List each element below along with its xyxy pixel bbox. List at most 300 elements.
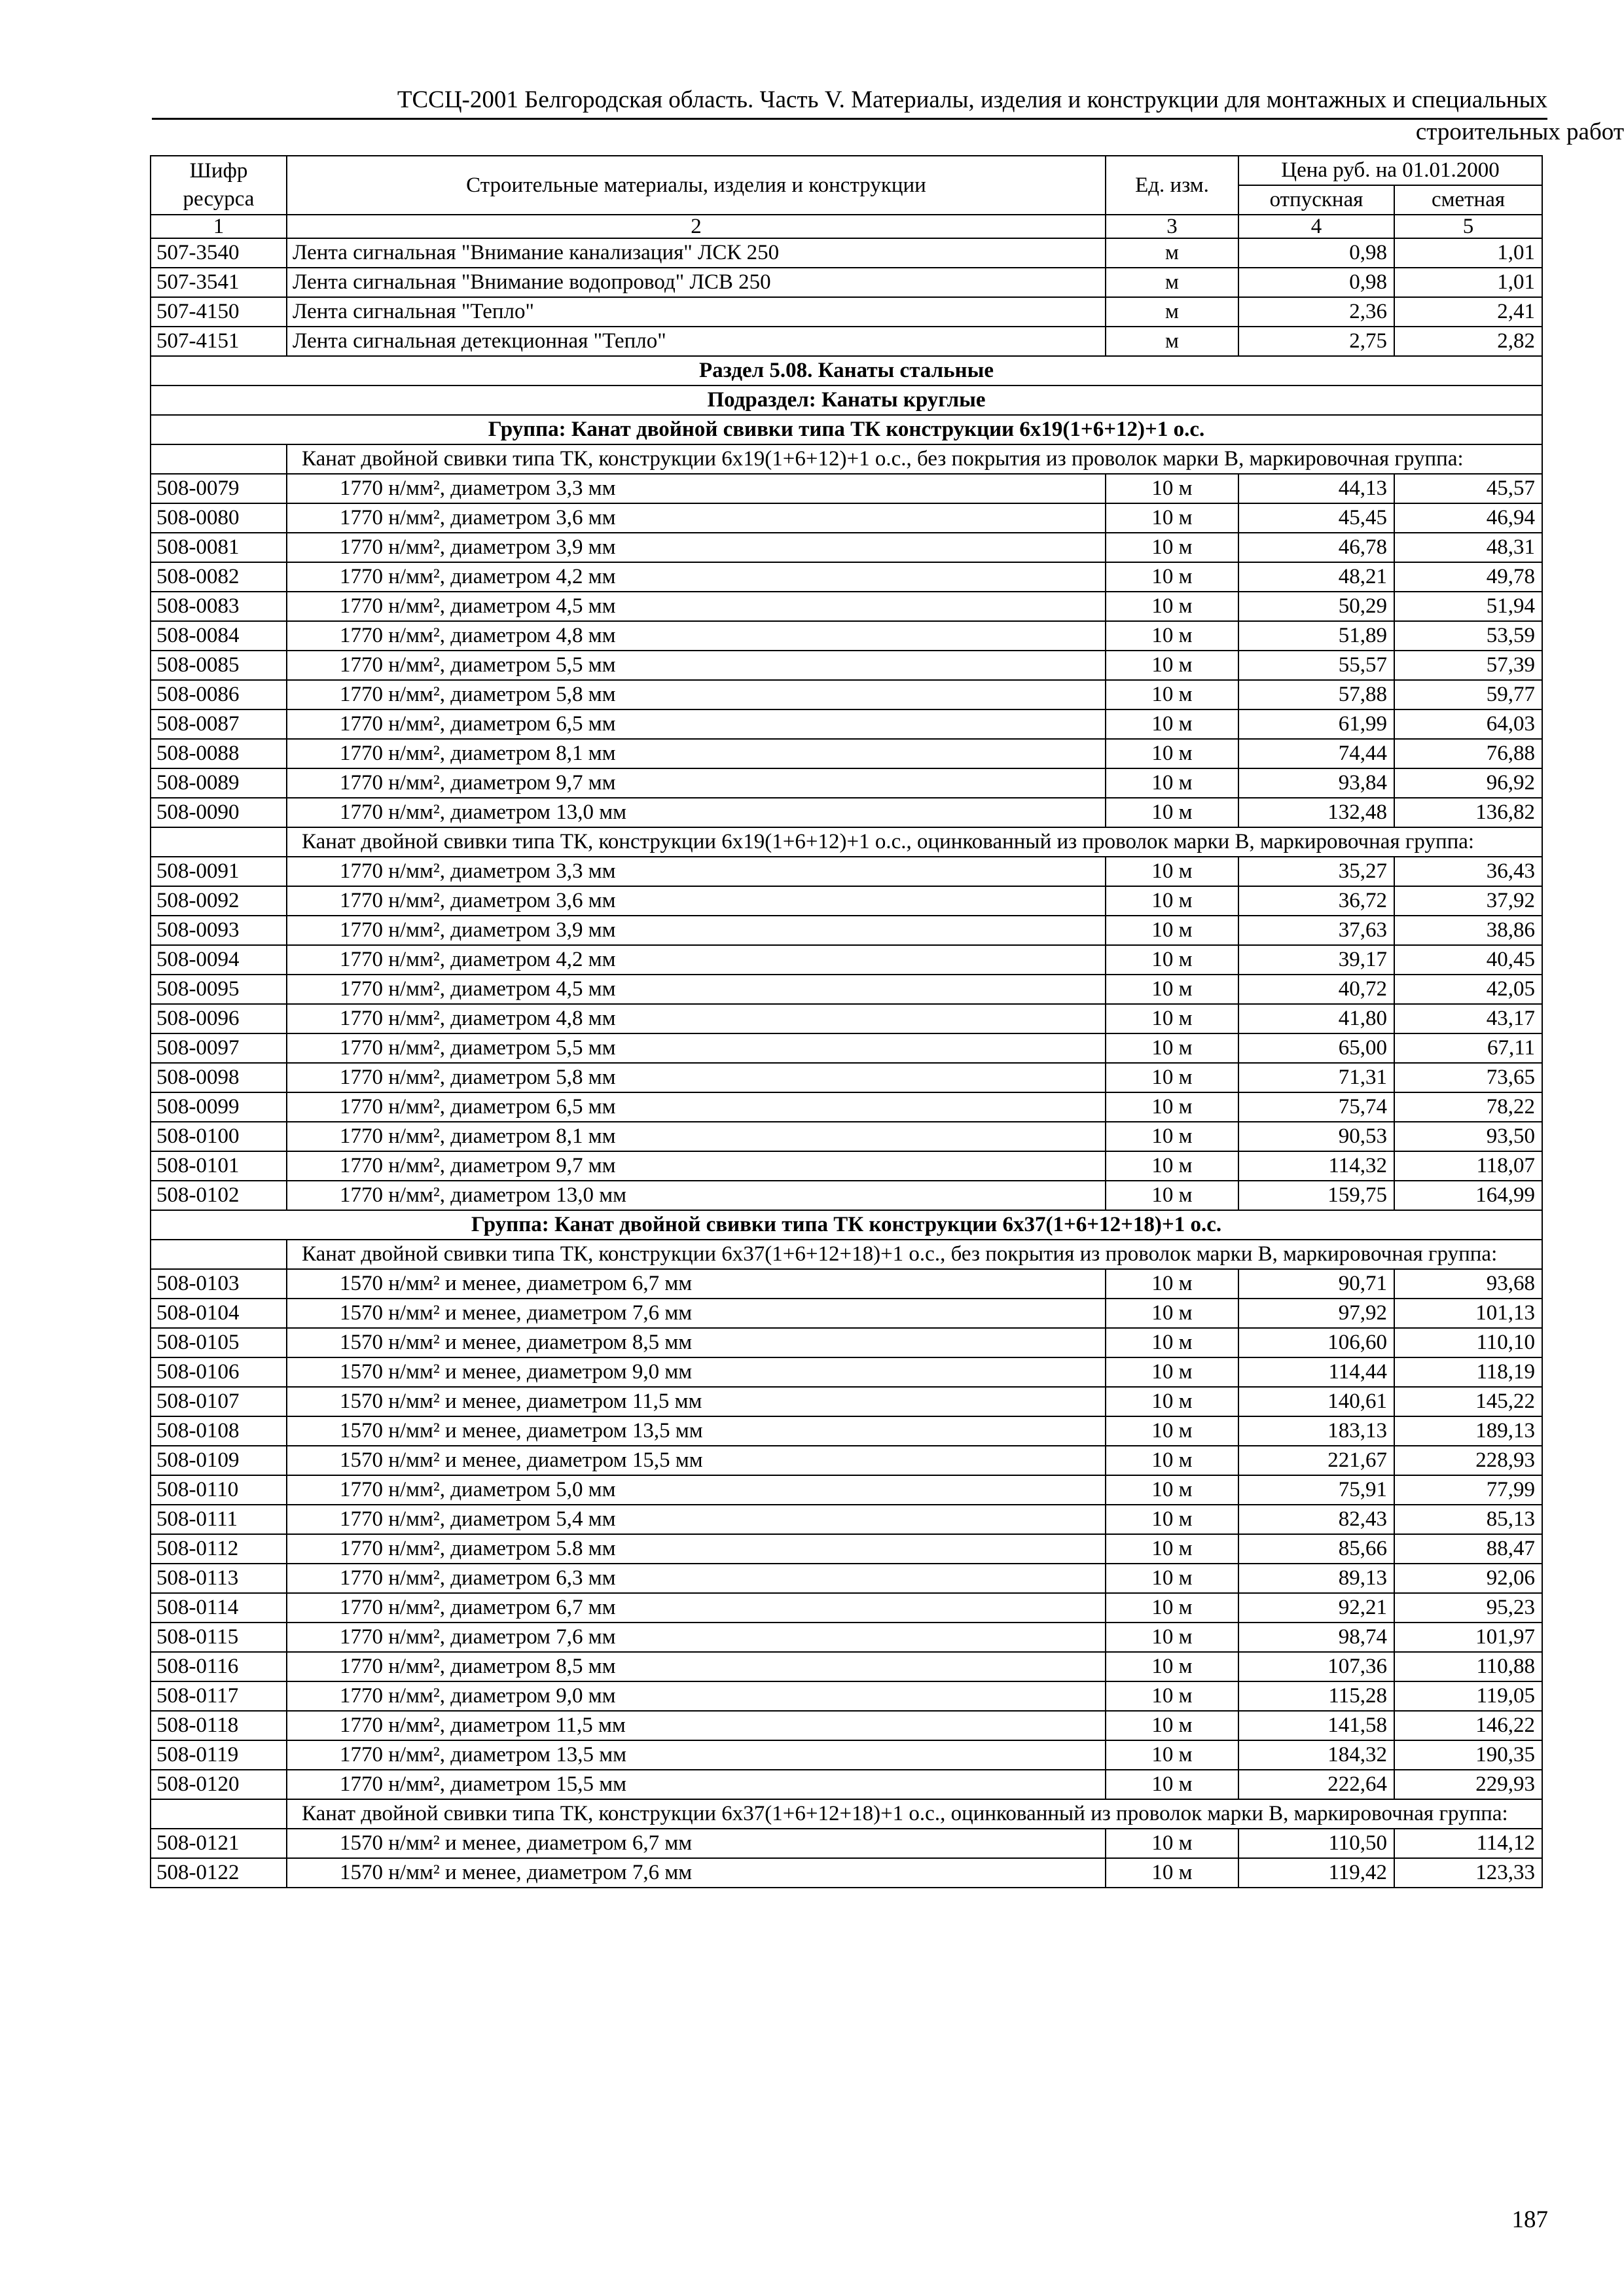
unit: 10 м [1106, 975, 1238, 1004]
price-estimate: 93,50 [1394, 1122, 1542, 1151]
price-estimate: 96,92 [1394, 768, 1542, 798]
material-name: Лента сигнальная детекционная "Тепло" [287, 327, 1106, 356]
resource-code: 508-0093 [151, 916, 287, 945]
price-release: 40,72 [1238, 975, 1394, 1004]
resource-code: 508-0087 [151, 709, 287, 739]
unit: 10 м [1106, 945, 1238, 975]
material-name: 1570 н/мм² и менее, диаметром 6,7 мм [287, 1829, 1106, 1858]
table-row [151, 1858, 1542, 1888]
material-name: 1770 н/мм², диаметром 4,2 мм [287, 945, 1106, 975]
resource-code: 508-0111 [151, 1505, 287, 1534]
resource-code: 508-0099 [151, 1092, 287, 1122]
unit: 10 м [1106, 1475, 1238, 1505]
resource-code: 507-3541 [151, 268, 287, 297]
table-row [151, 739, 1542, 768]
material-name: 1770 н/мм², диаметром 3,3 мм [287, 857, 1106, 886]
price-estimate: 59,77 [1394, 680, 1542, 709]
description-row [151, 1240, 1542, 1269]
resource-code: 508-0085 [151, 651, 287, 680]
price-release: 110,50 [1238, 1829, 1394, 1858]
price-release: 0,98 [1238, 238, 1394, 268]
table-row [151, 1740, 1542, 1770]
unit: 10 м [1106, 1063, 1238, 1092]
table-header-row [151, 156, 1542, 185]
price-release: 221,67 [1238, 1446, 1394, 1475]
table-row [151, 1357, 1542, 1387]
unit: 10 м [1106, 857, 1238, 886]
unit: 10 м [1106, 1740, 1238, 1770]
resource-code: 508-0083 [151, 592, 287, 621]
resource-code: 508-0084 [151, 621, 287, 651]
page-number: 187 [1511, 2206, 1548, 2233]
price-estimate: 85,13 [1394, 1505, 1542, 1534]
material-name: 1770 н/мм², диаметром 8,5 мм [287, 1652, 1106, 1681]
header-unit: Ед. изм. [1106, 156, 1238, 215]
unit: 10 м [1106, 1151, 1238, 1181]
price-release: 98,74 [1238, 1623, 1394, 1652]
table-row [151, 1299, 1542, 1328]
price-release: 222,64 [1238, 1770, 1394, 1799]
price-estimate: 42,05 [1394, 975, 1542, 1004]
resource-code: 508-0086 [151, 680, 287, 709]
unit: 10 м [1106, 1829, 1238, 1858]
material-name: 1770 н/мм², диаметром 7,6 мм [287, 1623, 1106, 1652]
resource-code: 508-0102 [151, 1181, 287, 1210]
resource-code: 508-0090 [151, 798, 287, 827]
resource-code: 508-0095 [151, 975, 287, 1004]
table-row [151, 592, 1542, 621]
column-index: 1 [151, 215, 287, 238]
unit: 10 м [1106, 680, 1238, 709]
price-release: 90,71 [1238, 1269, 1394, 1299]
price-estimate: 118,07 [1394, 1151, 1542, 1181]
material-name: 1770 н/мм², диаметром 4,2 мм [287, 562, 1106, 592]
empty-cell [151, 1240, 287, 1269]
material-name: 1570 н/мм² и менее, диаметром 11,5 мм [287, 1387, 1106, 1416]
price-release: 85,66 [1238, 1534, 1394, 1564]
price-release: 2,75 [1238, 327, 1394, 356]
price-estimate: 67,11 [1394, 1033, 1542, 1063]
unit: 10 м [1106, 1033, 1238, 1063]
price-estimate: 190,35 [1394, 1740, 1542, 1770]
resource-code: 508-0113 [151, 1564, 287, 1593]
price-estimate: 45,57 [1394, 474, 1542, 503]
resource-code: 508-0079 [151, 474, 287, 503]
unit: м [1106, 268, 1238, 297]
header-price-estimate: сметная [1394, 185, 1542, 215]
header-title-continuation: строительных работ [1415, 118, 1624, 145]
resource-code: 508-0122 [151, 1858, 287, 1888]
price-release: 140,61 [1238, 1387, 1394, 1416]
table-row [151, 268, 1542, 297]
price-estimate: 43,17 [1394, 1004, 1542, 1033]
material-name: 1770 н/мм², диаметром 6,5 мм [287, 709, 1106, 739]
resource-code: 508-0097 [151, 1033, 287, 1063]
material-name: 1770 н/мм², диаметром 5,5 мм [287, 1033, 1106, 1063]
material-name: 1770 н/мм², диаметром 6,3 мм [287, 1564, 1106, 1593]
resource-code: 508-0103 [151, 1269, 287, 1299]
group-title-row [151, 415, 1542, 444]
material-name: 1770 н/мм², диаметром 13,0 мм [287, 798, 1106, 827]
table-row [151, 1151, 1542, 1181]
price-estimate: 51,94 [1394, 592, 1542, 621]
price-release: 114,44 [1238, 1357, 1394, 1387]
table-row [151, 1181, 1542, 1210]
unit: м [1106, 297, 1238, 327]
price-release: 39,17 [1238, 945, 1394, 975]
price-estimate: 77,99 [1394, 1475, 1542, 1505]
unit: 10 м [1106, 651, 1238, 680]
price-estimate: 2,41 [1394, 297, 1542, 327]
empty-cell [151, 827, 287, 857]
price-release: 93,84 [1238, 768, 1394, 798]
price-release: 74,44 [1238, 739, 1394, 768]
price-release: 46,78 [1238, 533, 1394, 562]
price-release: 37,63 [1238, 916, 1394, 945]
material-name: 1570 н/мм² и менее, диаметром 13,5 мм [287, 1416, 1106, 1446]
material-name: 1770 н/мм², диаметром 6,5 мм [287, 1092, 1106, 1122]
table-row [151, 1770, 1542, 1799]
subsection-title: Подраздел: Канаты круглые [151, 386, 1542, 415]
material-name: 1770 н/мм², диаметром 5,8 мм [287, 680, 1106, 709]
header-name: Строительные материалы, изделия и конструкции [287, 156, 1106, 215]
table-row [151, 945, 1542, 975]
resource-code: 508-0117 [151, 1681, 287, 1711]
resource-code: 508-0100 [151, 1122, 287, 1151]
group-title: Группа: Канат двойной свивки типа ТК конструкции 6х37(1+6+12+18)+1 о.с. [151, 1210, 1542, 1240]
material-name: 1570 н/мм² и менее, диаметром 9,0 мм [287, 1357, 1106, 1387]
section-title: Раздел 5.08. Канаты стальные [151, 356, 1542, 386]
resource-code: 508-0104 [151, 1299, 287, 1328]
material-name: 1570 н/мм² и менее, диаметром 8,5 мм [287, 1328, 1106, 1357]
material-name: 1570 н/мм² и менее, диаметром 6,7 мм [287, 1269, 1106, 1299]
price-estimate: 38,86 [1394, 916, 1542, 945]
material-name: 1770 н/мм², диаметром 3,9 мм [287, 533, 1106, 562]
price-estimate: 146,22 [1394, 1711, 1542, 1740]
price-estimate: 76,88 [1394, 739, 1542, 768]
price-release: 44,13 [1238, 474, 1394, 503]
material-name: 1770 н/мм², диаметром 3,6 мм [287, 886, 1106, 916]
material-name: 1770 н/мм², диаметром 9,7 мм [287, 768, 1106, 798]
resource-code: 508-0114 [151, 1593, 287, 1623]
resource-code: 508-0109 [151, 1446, 287, 1475]
material-name: 1770 н/мм², диаметром 4,5 мм [287, 592, 1106, 621]
price-release: 114,32 [1238, 1151, 1394, 1181]
table-row [151, 886, 1542, 916]
table-row [151, 1534, 1542, 1564]
resource-code: 508-0094 [151, 945, 287, 975]
price-estimate: 164,99 [1394, 1181, 1542, 1210]
header-price: Цена руб. на 01.01.2000 [1238, 156, 1542, 185]
price-estimate: 48,31 [1394, 533, 1542, 562]
material-name: 1770 н/мм², диаметром 5,5 мм [287, 651, 1106, 680]
material-name: 1770 н/мм², диаметром 15,5 мм [287, 1770, 1106, 1799]
unit: 10 м [1106, 886, 1238, 916]
resource-code: 508-0096 [151, 1004, 287, 1033]
price-release: 48,21 [1238, 562, 1394, 592]
group-title: Группа: Канат двойной свивки типа ТК конструкции 6х19(1+6+12)+1 о.с. [151, 415, 1542, 444]
table-row [151, 1475, 1542, 1505]
price-estimate: 57,39 [1394, 651, 1542, 680]
resource-code: 508-0101 [151, 1151, 287, 1181]
unit: 10 м [1106, 1446, 1238, 1475]
table-row [151, 975, 1542, 1004]
unit: 10 м [1106, 709, 1238, 739]
table-row [151, 1387, 1542, 1416]
unit: 10 м [1106, 798, 1238, 827]
resource-code: 508-0106 [151, 1357, 287, 1387]
price-estimate: 101,97 [1394, 1623, 1542, 1652]
price-estimate: 189,13 [1394, 1416, 1542, 1446]
price-release: 107,36 [1238, 1652, 1394, 1681]
material-name: 1770 н/мм², диаметром 4,8 мм [287, 621, 1106, 651]
subsection-title-row [151, 386, 1542, 415]
price-release: 92,21 [1238, 1593, 1394, 1623]
price-estimate: 110,10 [1394, 1328, 1542, 1357]
price-release: 115,28 [1238, 1681, 1394, 1711]
material-name: 1770 н/мм², диаметром 5,4 мм [287, 1505, 1106, 1534]
unit: 10 м [1106, 621, 1238, 651]
material-name: 1770 н/мм², диаметром 8,1 мм [287, 739, 1106, 768]
description-row [151, 1799, 1542, 1829]
price-table [150, 155, 1543, 1888]
price-estimate: 229,93 [1394, 1770, 1542, 1799]
column-index-row [151, 215, 1542, 238]
unit: 10 м [1106, 1387, 1238, 1416]
price-estimate: 228,93 [1394, 1446, 1542, 1475]
table-row [151, 1004, 1542, 1033]
material-name: 1770 н/мм², диаметром 9,7 мм [287, 1151, 1106, 1181]
column-index: 3 [1106, 215, 1238, 238]
price-release: 61,99 [1238, 709, 1394, 739]
table-row [151, 1446, 1542, 1475]
price-estimate: 1,01 [1394, 268, 1542, 297]
material-name: 1770 н/мм², диаметром 13,5 мм [287, 1740, 1106, 1770]
resource-code: 508-0092 [151, 886, 287, 916]
price-estimate: 73,65 [1394, 1063, 1542, 1092]
unit: 10 м [1106, 562, 1238, 592]
unit: 10 м [1106, 916, 1238, 945]
price-release: 184,32 [1238, 1740, 1394, 1770]
table-row [151, 621, 1542, 651]
price-estimate: 40,45 [1394, 945, 1542, 975]
price-release: 75,91 [1238, 1475, 1394, 1505]
unit: 10 м [1106, 1269, 1238, 1299]
price-release: 106,60 [1238, 1328, 1394, 1357]
table-row [151, 503, 1542, 533]
price-release: 82,43 [1238, 1505, 1394, 1534]
resource-code: 508-0089 [151, 768, 287, 798]
price-estimate: 136,82 [1394, 798, 1542, 827]
price-release: 75,74 [1238, 1092, 1394, 1122]
table-row [151, 1122, 1542, 1151]
unit: 10 м [1106, 1092, 1238, 1122]
price-estimate: 110,88 [1394, 1652, 1542, 1681]
price-release: 51,89 [1238, 621, 1394, 651]
price-release: 141,58 [1238, 1711, 1394, 1740]
unit: м [1106, 238, 1238, 268]
column-index: 4 [1238, 215, 1394, 238]
group-description: Канат двойной свивки типа ТК, конструкции 6х19(1+6+12)+1 о.с., оцинкованный из проволок марки В, маркировочная группа: [287, 827, 1542, 857]
table-row [151, 651, 1542, 680]
table-row [151, 916, 1542, 945]
unit: 10 м [1106, 1534, 1238, 1564]
unit: 10 м [1106, 1004, 1238, 1033]
table-row [151, 1623, 1542, 1652]
price-estimate: 92,06 [1394, 1564, 1542, 1593]
unit: 10 м [1106, 1711, 1238, 1740]
table-row [151, 798, 1542, 827]
price-estimate: 101,13 [1394, 1299, 1542, 1328]
unit: 10 м [1106, 1181, 1238, 1210]
unit: 10 м [1106, 768, 1238, 798]
table-row [151, 1652, 1542, 1681]
material-name: 1770 н/мм², диаметром 8,1 мм [287, 1122, 1106, 1151]
price-release: 119,42 [1238, 1858, 1394, 1888]
table-row [151, 1269, 1542, 1299]
table-row [151, 1328, 1542, 1357]
table-row [151, 1092, 1542, 1122]
material-name: 1770 н/мм², диаметром 5,8 мм [287, 1063, 1106, 1092]
table-row [151, 1593, 1542, 1623]
price-estimate: 93,68 [1394, 1269, 1542, 1299]
empty-cell [151, 1799, 287, 1829]
unit: 10 м [1106, 1858, 1238, 1888]
material-name: 1770 н/мм², диаметром 3,3 мм [287, 474, 1106, 503]
material-name: 1570 н/мм² и менее, диаметром 7,6 мм [287, 1299, 1106, 1328]
header-price-release: отпускная [1238, 185, 1394, 215]
resource-code: 508-0091 [151, 857, 287, 886]
table-row [151, 1564, 1542, 1593]
unit: 10 м [1106, 474, 1238, 503]
price-estimate: 88,47 [1394, 1534, 1542, 1564]
table-row [151, 1829, 1542, 1858]
header-code: Шифр ресурса [151, 156, 287, 215]
table-row [151, 562, 1542, 592]
unit: 10 м [1106, 739, 1238, 768]
resource-code: 508-0080 [151, 503, 287, 533]
resource-code: 508-0118 [151, 1711, 287, 1740]
material-name: 1770 н/мм², диаметром 13,0 мм [287, 1181, 1106, 1210]
price-estimate: 2,82 [1394, 327, 1542, 356]
material-name: 1770 н/мм², диаметром 4,8 мм [287, 1004, 1106, 1033]
material-name: 1570 н/мм² и менее, диаметром 7,6 мм [287, 1858, 1106, 1888]
resource-code: 508-0088 [151, 739, 287, 768]
price-release: 132,48 [1238, 798, 1394, 827]
material-name: Лента сигнальная "Тепло" [287, 297, 1106, 327]
price-release: 65,00 [1238, 1033, 1394, 1063]
table-row [151, 327, 1542, 356]
price-estimate: 118,19 [1394, 1357, 1542, 1387]
unit: 10 м [1106, 1593, 1238, 1623]
resource-code: 508-0081 [151, 533, 287, 562]
running-header [152, 82, 1547, 120]
material-name: 1770 н/мм², диаметром 3,9 мм [287, 916, 1106, 945]
material-name: 1770 н/мм², диаметром 5,0 мм [287, 1475, 1106, 1505]
unit: 10 м [1106, 1770, 1238, 1799]
price-estimate: 119,05 [1394, 1681, 1542, 1711]
price-estimate: 78,22 [1394, 1092, 1542, 1122]
table-row [151, 1505, 1542, 1534]
material-name: 1770 н/мм², диаметром 11,5 мм [287, 1711, 1106, 1740]
resource-code: 508-0098 [151, 1063, 287, 1092]
table-row [151, 1681, 1542, 1711]
price-estimate: 49,78 [1394, 562, 1542, 592]
resource-code: 507-4151 [151, 327, 287, 356]
price-estimate: 123,33 [1394, 1858, 1542, 1888]
price-release: 55,57 [1238, 651, 1394, 680]
table-row [151, 238, 1542, 268]
description-row [151, 444, 1542, 474]
price-release: 71,31 [1238, 1063, 1394, 1092]
price-estimate: 95,23 [1394, 1593, 1542, 1623]
group-description: Канат двойной свивки типа ТК, конструкции 6х37(1+6+12+18)+1 о.с., оцинкованный из проволок марки В, маркировочная группа: [287, 1799, 1542, 1829]
empty-cell [151, 444, 287, 474]
resource-code: 508-0110 [151, 1475, 287, 1505]
material-name: 1770 н/мм², диаметром 5.8 мм [287, 1534, 1106, 1564]
resource-code: 508-0120 [151, 1770, 287, 1799]
table-row [151, 1033, 1542, 1063]
unit: 10 м [1106, 1505, 1238, 1534]
group-description: Канат двойной свивки типа ТК, конструкции 6х19(1+6+12)+1 о.с., без покрытия из проволок марки В, маркировочная группа: [287, 444, 1542, 474]
material-name: 1770 н/мм², диаметром 4,5 мм [287, 975, 1106, 1004]
unit: 10 м [1106, 1681, 1238, 1711]
table-row [151, 533, 1542, 562]
material-name: 1770 н/мм², диаметром 9,0 мм [287, 1681, 1106, 1711]
price-estimate: 1,01 [1394, 238, 1542, 268]
price-release: 50,29 [1238, 592, 1394, 621]
table-row [151, 1416, 1542, 1446]
resource-code: 508-0121 [151, 1829, 287, 1858]
price-release: 36,72 [1238, 886, 1394, 916]
unit: 10 м [1106, 1564, 1238, 1593]
price-estimate: 64,03 [1394, 709, 1542, 739]
price-release: 35,27 [1238, 857, 1394, 886]
column-index: 5 [1394, 215, 1542, 238]
column-index: 2 [287, 215, 1106, 238]
price-release: 183,13 [1238, 1416, 1394, 1446]
unit: 10 м [1106, 1122, 1238, 1151]
unit: 10 м [1106, 592, 1238, 621]
table-row [151, 857, 1542, 886]
unit: 10 м [1106, 1328, 1238, 1357]
price-release: 57,88 [1238, 680, 1394, 709]
unit: 10 м [1106, 1299, 1238, 1328]
material-name: 1770 н/мм², диаметром 6,7 мм [287, 1593, 1106, 1623]
table-row [151, 297, 1542, 327]
table-row [151, 709, 1542, 739]
price-estimate: 145,22 [1394, 1387, 1542, 1416]
material-name: Лента сигнальная "Внимание канализация" ЛСК 250 [287, 238, 1106, 268]
section-title-row [151, 356, 1542, 386]
resource-code: 508-0115 [151, 1623, 287, 1652]
resource-code: 507-4150 [151, 297, 287, 327]
price-release: 90,53 [1238, 1122, 1394, 1151]
table-row [151, 1063, 1542, 1092]
group-title-row [151, 1210, 1542, 1240]
unit: 10 м [1106, 1357, 1238, 1387]
price-release: 97,92 [1238, 1299, 1394, 1328]
table-row [151, 680, 1542, 709]
resource-code: 507-3540 [151, 238, 287, 268]
price-estimate: 53,59 [1394, 621, 1542, 651]
material-name: Лента сигнальная "Внимание водопровод" ЛСВ 250 [287, 268, 1106, 297]
resource-code: 508-0108 [151, 1416, 287, 1446]
table-row [151, 1711, 1542, 1740]
table-row [151, 768, 1542, 798]
resource-code: 508-0107 [151, 1387, 287, 1416]
resource-code: 508-0112 [151, 1534, 287, 1564]
